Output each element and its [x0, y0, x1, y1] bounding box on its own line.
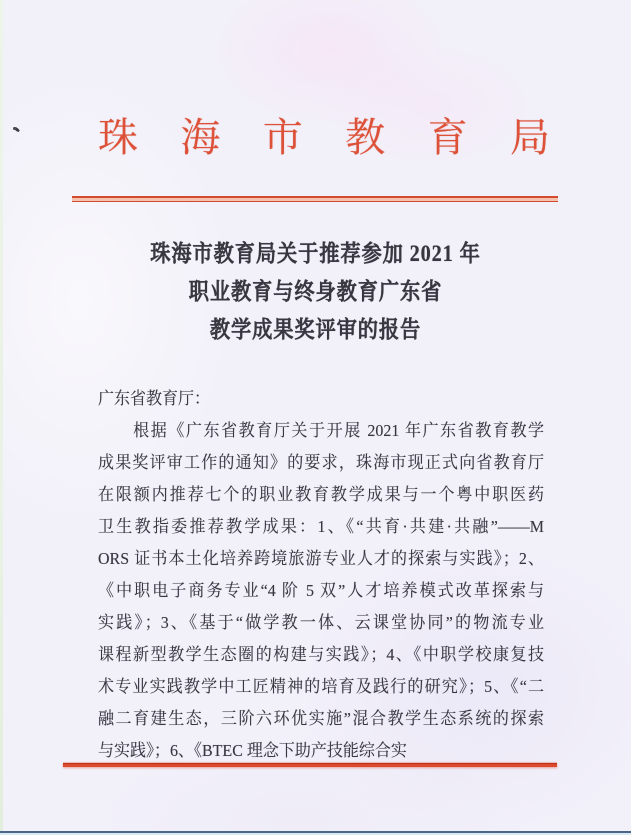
- body-line-8: 实践》；3、《基于“做学教一体、云课堂协同”的物流专业: [98, 613, 545, 632]
- bottom-red-rule-artifact: [63, 763, 557, 767]
- body-line-7: 《中职电子商务专业“4 阶 5 双”人才培养模式改革探索与: [98, 581, 545, 600]
- body-line-3: 成果奖评审工作的通知》的要求，珠海市现正式向省教育厅: [98, 453, 545, 472]
- title-line-2: 职业教育与终身教育广东省: [188, 279, 443, 304]
- letterhead-agency-name: 珠海市教育局: [98, 115, 550, 160]
- body-line-10: 术专业实践教学中工匠精神的培育及践行的研究》；5、《“二: [98, 677, 545, 696]
- title-line-3: 教学成果奖评审的报告: [209, 317, 422, 342]
- salutation-line: 广东省教育厅：: [98, 389, 210, 408]
- body-line-12: 与实践》；6、《BTEC 理念下助产技能综合实: [98, 741, 407, 760]
- document-title: [38, 235, 593, 349]
- title-line-1: 珠海市教育局关于推荐参加 2021 年: [150, 241, 481, 266]
- body-line-11: 融二育建生态，三阶六环优实施”混合教学生态系统的探索: [98, 709, 545, 728]
- letterhead-double-rule: [72, 196, 558, 202]
- body-line-6: ORS 证书本土化培养跨境旅游专业人才的探索与实践》；2、: [98, 549, 545, 568]
- body-line-5: 卫生教指委推荐教学成果：1、《“共育·共建·共融”——M: [98, 517, 545, 536]
- ink-speck: [12, 125, 21, 134]
- scan-left-edge: [0, 0, 3, 835]
- body-line-2: 根据《广东省教育厅关于开展 2021 年广东省教育教学: [98, 421, 545, 440]
- body-line-4: 在限额内推荐七个的职业教育教学成果与一个粤中职医药: [98, 485, 545, 504]
- body-text: [98, 383, 544, 767]
- body-line-9: 课程新型教学生态圈的构建与实践》；4、《中职学校康复技: [98, 645, 545, 664]
